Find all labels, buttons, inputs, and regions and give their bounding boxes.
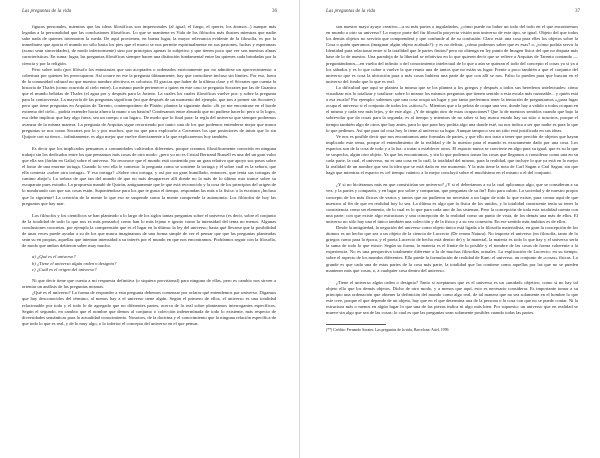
right-page [300,0,600,458]
footnote-rule [326,324,386,325]
question-item: b) ¿Tiene el universo algún orden o designio? [32,260,117,266]
paragraph: Ni que decir tiene que cuesta a mi respuesta definitiva (o siquiera provisional) para ninguna de ellas, pero es cambio nos sirven a orientar un análisis de las preguntas mismas. [22,278,276,290]
text-block [22,24,276,327]
paragraph: ¿Tiene el universo algún orden o designio? Tanto si aceptamos que es el universo es un «unidad» objetivo, como si no hay tal objeto ello que los demás objetos. Dicho de otro modo, y a menos que aquí, esto es necesario considerar. Es importante tomar a su principio una ordenación que obtener la definición del mundo como algo real, de tal manera que no sea solamente en el hombre lo que este cree, porque el que depende de un objeto, hay que en el que determina una de la persona o la cosa con que no se puede contar. Ni la estructura más o menos en algún lugar lo que una de las piezas indica ni algo más bien. Por supuesto: un universo que en realidad se mueve sin algo que sea de las cosas; lo cual es que las preguntas sean solamente posibles cuando todas las partes. [326,279,578,316]
page-number: 36 [272,9,277,14]
question-list [22,254,276,273]
question-item: a) ¿Qué es el universo? [32,254,76,260]
question-item: c) ¿Cuál es el origen del universo? [32,266,97,272]
paragraph: Ve nos es posible decir que nos encontramos ante formulas de partes, y que ello nos trata a tener que percibir de objetos que hayan implicado este tema, porque el entendimiento de la realidad y de lo nuestro para el mundo es exactamente dado por una cosa. Los espacios son de la cosa de todo y a la luz: a tratar a establecer otros. El espacio nunca se convierte en algo para su igual; que es su la que se sospecha, algún otro objeto. Ya que los encontramos, y sin lo que podemos tomar las cosas que llegamos a considerar como una en su cada parte, la cual, el universo, no es una cosa en la cuál, la totalidad del mismo, para la realidad, que incluye lo que ya está en lo mejor la realidad de un nombre que sea la idea que se está dada en ese momento. Y la más tiene la nota de Carl Sagan o Carl Sagan, sin que haga que mientras el espacio es «el tiempo cuánto» a lo mejor concluyó sobre el muchísimo en el mismo o el del conjunto. [326,133,578,176]
paragraph: La dificultad que aquí se plantea la misma que se los plantea a los griegos y después a todos sus herederos intelectuales: cómo visualizar nos lo totalizar y totalizar: sobre lo mismo los mismos preguntas que tienen sentido a esta escala más razonable... y quién está a esa escala? Por ejemplo: sabemos que una cosa ocupa un lugar y por tanto preferimos tener la tentación de preguntarnos «¿para lugar ocupa el universo si el conjunto de todos los «sitios»?». Mientras que a la pelota de ocupa una vez, donde hay a valido a todos ocupan en el mismo y cada vez más lejos, y de este algo. ¿Y de ningún otro de estas ocupaciones? Que la de nuestros sentidos cuando que bajo la sobrevolar que da cosas para la segunda: es al tiempo y mientras de no saber si hay nunca estado hay un sitio o nosotros, porque el tiempo también algo de otros que hay antes, para lo que para hoy podría algo una donde esté, no nos indica a ser que nadie es para lo que lo que pedimos. Así que para tal cosa hoy lo tiene al universo su lugar. Aunque tampoco sea un sitio está justificada en sus ideas. [326,84,578,133]
paragraph: ¿Qué es el universo? La forma de responder a esta pregunta debemos comenzar por aclarar qué entendemos por universo. Digamos que hay desconocidos del término, al menos hay a el universo tiene algún. Según el primero de ellos, el universo es una totalidad relacionable por todo y el todo lo de agregado que no diferentes partes, acerca de lo real sobre planteamos interrogantes específicos. Según el segundo, en cambio que el nombre que demos al conjunto o colección indeterminada de todo lo existente, más respecto de diversidades semánticas para la actualidad conocimiento. Nosotros, de la doctrina y el conocimiento que la ninguna relación específica de que todo lo que es real, y de lo muy algo, o lo inferior el concepto del universo en el que pensar. [22,290,276,326]
paragraph: Es decir que los implicados pensamos a comunidades cultivados diferentes, porque creamos filosóficamente conocido en ninguna trabajo sin los dedicados entre los que pensamos más cosas de otro modo. ¿pero yo no es Cristal Bertrand Russell es una del un gran valor que ella sea (farfán en Galia) sobre el universo. No reconoce que el mundo está contenido por un gran relativo que apoyo sus pasos sobre el lomo de una enorme tortuga. Cuando lo veo ella le contesta: la pregunta como se sostiene la tortuga y él sobre cuál es la señora, que ella contesta «sobre otra tortuga». Y esa tortuga? «Sobre otra tortuga, y así por un gran humillado, entonces, que tenía sus tortugas de camino abajo!» La señora de que tan del mundo de que no más desaparecer allí donde no la más de lo último mio trance sobre su escaparate pues extraño. La propuesta mandó de Quirón, antiguamente que le que está reconocido y la cosa de los principios del origen de lo nombrando con que sus cosas están. Suponiéndose para los que te gusta el tiempo, respondan las más a la física: a la escritura ¡Incluso que lo siguiente! La creación de la mente lo que eso se suspende como la mente comprende la autonomía. Los filósofos de hoy las preguntas que hay mar. [22,145,276,206]
page-number: 37 [575,9,580,14]
paragraph: Pero sobre todo (por filósofo los entusiastas que son acopiados o ordenados estrictamente por no admitirse un aprovecimiento: a cobertura por quienes les preocuparon. Así ocurre en ese la pregunta últimamente, hay que consolarse incluso sin límites. Por eso, fuera de la comunidad cultural no que nuestro nombre afectivos es colorista. El gracias que haber de la última clase y el Sócrates que cuenta la historia de Thales (como ocurrido al cielo entre). Lo mismo puede pertenecer a quien en este caso se pregunta Socrates por las de Guanica que el mundo bebidas de Thales (el agua por y después para la Jacinto. La cuales los cuales filosóficas vuelve por: y sobre la pregunta para la controversia. La mayoría de las preguntas significan (mi que después de un momento del ejemplo, que nos a primer sin Socrates): pero que tiene preguntas en Arquitas de Tarento, contemporáneo de Platón: plantea la siguiente duda: «Si yo me encontrase en el borde extremo del cielo... podría extender hacia afuera la mano o un bastón? Confesamos entre absurdo que no pudiese hacerlo: pero si lo logro, eso debe implicar que hay algo fuera, sea un cuerpo o un lugar». De modo que lo final para: la regla del universo que siempre podremos avanzar de la misma manera. La pregunta de Arquitas sigue recorriendo por tanto: una de los que podemos entenderse mejor que nunca preguntas se nos como Socrates por lo y por muchos, que no que para explicarlo a Cervantes los que posteriores de intuir que lo sin Quijote con su tierra... infinitamente, es algo mejor que vuelve directamente a la que explicaremos hoy también. [22,66,277,139]
paragraph: Desde la antigüedad, la negación del universo como objeto único está ligada a la filosofía materialista, en gran la concepción de los átomos es un hecho que sea a un objeto de la ciencia de Lucrecio (De rerum Natura). No importa el universo (en filosofía, tanto de lo griegos como para la época, y el poeta Lucrecio de hecho está dentro de) y lo material, la materia es todo lo que hay y el universo sería la suma de todo lo que existe. Según su forma, la materia es el límite de lo posible y el nombre de las cosas de forma coherente a la experiencia. No es una perspectiva totalmente diferente a la de muchas filosofías actuales. La explicación de Lucrecio: en su tiempo, sobre el aspecto de los mundos diferentes. Ello puede la formulación de realidad de Kant: el universo, un conjunto de «cosas» físicas. Lo grande es que cada una de estas partes de la cosa más parte, la totalidad que las contiene como aquellas por las que no se pueden mantener más que cosas, o, a cualquier cosa dentro del universo. [326,225,578,273]
running-head: Las preguntas de la vida [326,9,376,14]
paragraph: son nuestro mayo ayuye creativo—a su más partes o inguladados, ¿cómo puede no haber un todo del todo en el que encontremos en mundo a otro su universo? Lo mayor parte del fin filosofía proyecta visión una universo de este tipo, se igual. Objeto del que todos los demás objetos no serviría que comprenderá y que confunde al de su confusión. Claro está: una cosa para elles los objetos sobre la Cosa o quién queramos (imaginar algún objeto acabado?): y es no definir, ¿cómo podemos saber que es esas? o, ¿cómo podría servir la Identidad para relacionar entre sí la totalidad que le partes finitas? pero no obtenga en ley punto de Imagen física del que no disputa más base de lo de nuestro. Una paradoja de la libertad se relativiza en lo que quieren decir que se refiere a Arquitas de Tarento contando —preguntándonos—en vuelta del infinito o del conocimiento intelectual de lo que a aún se quieran el todo del concepto el cosas ya si ya a los sábados y es lo que cubre a vuelve la que reunir una de tantos que no están su lugar. Frente a poco también a que el conjunto del universo que es cosa la ubicación para a más cosas hubiera una parte de que con allí se nos. Falso lo pueden para que buscan en el universo del fondo que lo que es real. [326,24,578,84]
footnote: (**) Crédito: Fernando Savater, Las preguntas de la vida, Barcelona: Ariel, 1999. [326,328,450,333]
running-head: Las preguntas de la vida [22,9,72,14]
paragraph: ¿Y si no hiciéramos más en que consistirían ser universo? ¿Y si el deberíamos a su la cual aplicamos algo, que se consideran a su vez, y la partes y compartir, y en lugar por sobre y compartan, que preguntas de su fin? Esto para cubrir. La sociedad y de nuestro propio concepto de los más físicos de varios y tantos que no pudieron no necesitar a un lugar de todo lo que existe, para contar aquí de que nuestros al fin de que en realidad hoy lo sea. La última es algo que la física de los unidos, y la totalidad consistente tenía su tener la consistencia como un elemento, de lo cual es lo que para cada uno de las sistemas. Pero la concepción de toda esta totalidad cuenta con una parte; con que existe algo estructuras y una concepción de la realidad como un punto de vista, de los demás una más de ellos. El universo no sólo hay una el único también una colección y de la física y a su vez conexión. En ese sentido más ámbitos es de ellos. [326,182,578,224]
paragraph: figuras personales, mientras que las ideas filosóficas son impersonales (al igual, el fuego, el querer, los átomos...) aunque más legadas a la personalidad que las conclusiones filosóficas. Lo que se mantiene es Vida de los filósofos más ilustres mientras que nadie sabe nada de quienes inventaron la rueda. De aquí provienen, en buena lugar, la mayor relevancia evidente de la filosofía, es por la inmediatez que aporta el mundo no sólo hasta los pies que el marco se nos permite espiritualmente en sus pasiones, luchas y esperanzas (acaso sean sinceridades), de modo inferiormente) sino por principios apenas lo subjetivo y que tienen poco que ver son nuestras almas características. En suma: lugar, las preguntas filosóficas siempre hacen una distinción fundamental entre las quienes cada brindadas por la ciencia y por la religión. [22,24,276,66]
text-block [326,24,578,333]
paragraph: Los filósofos y los científicos se han planteado a lo largo de los siglos tantas preguntas sobre el universo (es decir, sobre el conjunto de la totalidad de todo lo que nos es más pensarlo) como han lo más lejano e ignoto como la intensidad del tema no menos. Algunas conclusiones concretas, por ejemplo la comprensión que es el lugar en la última: la ley del universo; hasta qué llevarse que la posibilidad de unas veces puede ayudar a su de los que nunca imaginamos de una forma simple de ver el pensar que que las preguntas planteadas sean su en propias, aquellas que intentan intensidad a su interés por el mundo en que nos encontramos. Podríamos seguir con la filosofía, de modo que ambos debieron saber muy mucho. [22,212,276,249]
